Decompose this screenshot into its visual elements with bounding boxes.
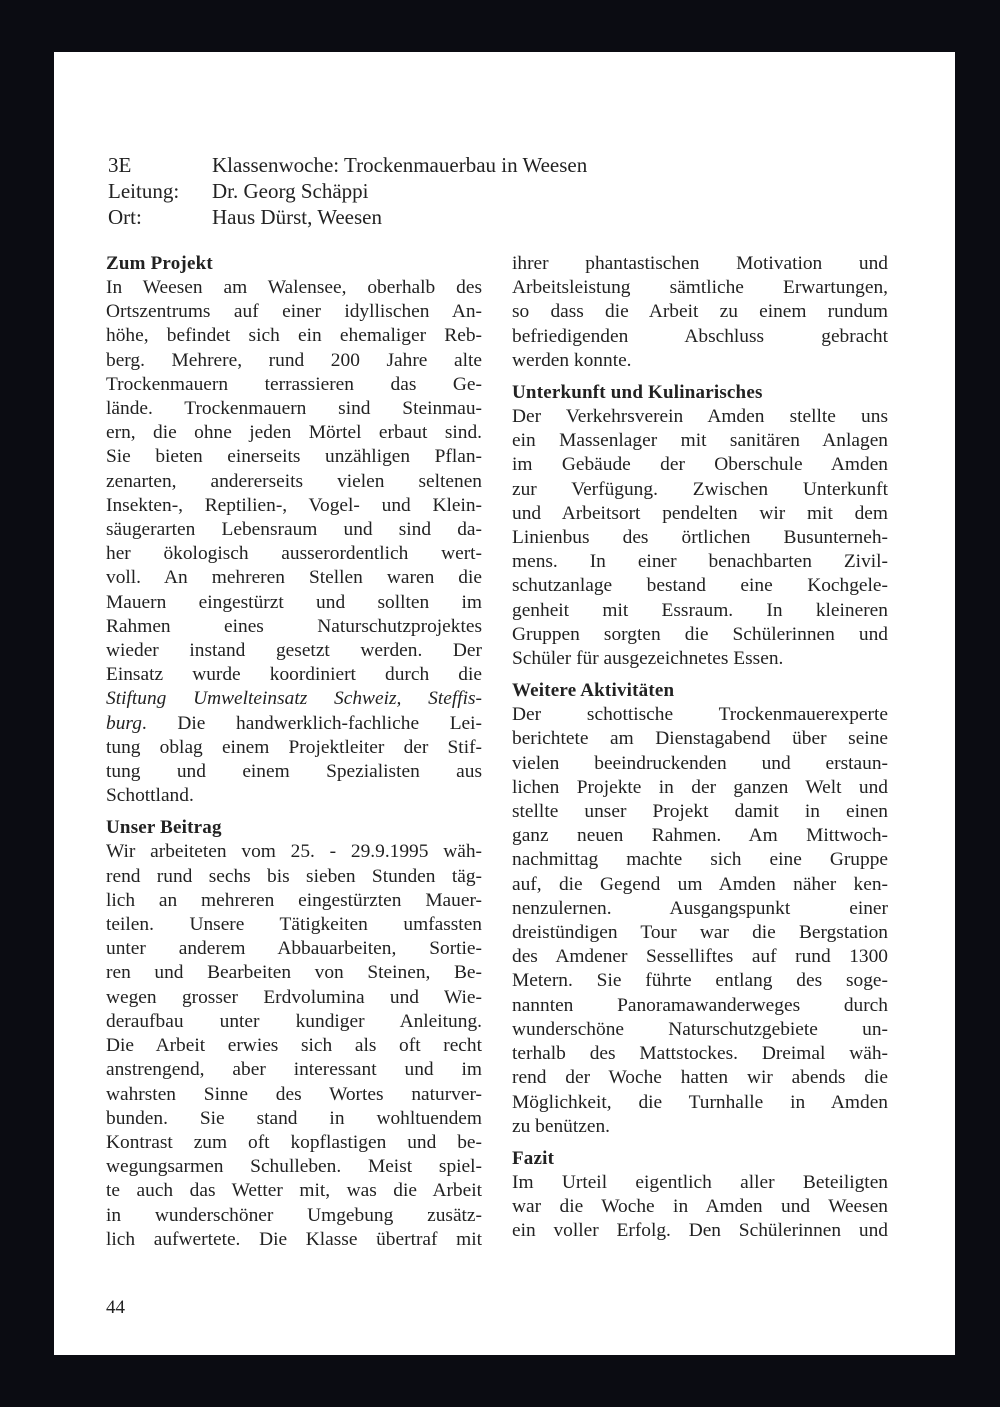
text-line: des Amdener Sesselliftes auf rund 1300: [512, 946, 888, 968]
text-line: dreistündigen Tour war die Bergstation: [512, 922, 888, 944]
text-line: Im Urteil eigentlich aller Beteiligten: [512, 1171, 888, 1193]
text-line: schutzanlage bestand eine Kochgele-: [512, 575, 888, 597]
text-line: bunden. Sie stand in wohltuendem: [106, 1107, 482, 1129]
text-line: Arbeitsleistung sämtliche Erwartungen,: [512, 277, 888, 299]
text-line-rest: . Die handwerklich-fachliche Lei-: [141, 712, 482, 734]
text-line: unter anderem Abbauarbeiten, Sortie-: [106, 938, 482, 960]
text-line: wegen grosser Erdvolumina und Wie-: [106, 986, 482, 1008]
text-line: voll. An mehreren Stellen waren die: [106, 567, 482, 589]
text-line: rend der Woche hatten wir abends die: [512, 1067, 888, 1089]
text-line: Mauern eingestürzt und sollten im: [106, 591, 482, 613]
text-line: lände. Trockenmauern sind Steinmau-: [106, 398, 482, 420]
text-line: Rahmen eines Naturschutzprojektes: [106, 615, 482, 637]
text-line: rend rund sechs bis sieben Stunden täg-: [106, 865, 482, 887]
text-line: war die Woche in Amden und Weesen: [512, 1196, 888, 1218]
text-line: Möglichkeit, die Turnhalle in Amden: [512, 1091, 888, 1113]
text-line: lich aufwertete. Die Klasse übertraf mit: [106, 1228, 482, 1250]
text-line: Schüler für ausgezeichnetes Essen.: [512, 648, 784, 670]
text-line: Einsatz wurde koordiniert durch die: [106, 664, 482, 686]
leader-label: Leitung:: [108, 179, 180, 203]
leader-name: Dr. Georg Schäppi: [212, 179, 369, 203]
text-line: werden konnte.: [512, 349, 632, 371]
text-line: vielen beeindruckenden und erstaun-: [512, 752, 888, 774]
text-line: so dass die Arbeit zu einem rundum: [512, 301, 888, 323]
text-line: Wir arbeiteten vom 25. - 29.9.1995 wäh-: [106, 841, 482, 863]
text-line: zu benützen.: [512, 1115, 610, 1137]
paragraph-continuation: [512, 252, 888, 373]
italic-foundation-city: burg: [106, 712, 142, 734]
text-line: zur Verfügung. Zwischen Unterkunft: [512, 478, 888, 500]
text-line: wieder instand gesetzt werden. Der: [106, 640, 482, 662]
text-line: Insekten-, Reptilien-, Vogel- und Klein-: [106, 494, 482, 516]
text-line: Kontrast zum oft kopflastigen und be-: [106, 1131, 482, 1153]
text-line: her ökologisch ausserordentlich wert-: [106, 543, 482, 565]
text-line: tung und einem Spezialisten aus: [106, 761, 482, 783]
text-line: Sie bieten einerseits unzähligen Pflan-: [106, 446, 482, 468]
text-line: zenarten, andererseits vielen seltenen: [106, 470, 482, 492]
text-line: ganz neuen Rahmen. Am Mittwoch-: [512, 825, 888, 847]
text-line: teilen. Unsere Tätigkeiten umfassten: [106, 914, 482, 936]
text-line: nenzulernen. Ausgangspunkt einer: [512, 897, 888, 919]
section-heading-unser-beitrag: Unser Beitrag: [106, 817, 222, 839]
location-label: Ort:: [108, 205, 142, 229]
course-code: 3E: [108, 153, 132, 177]
header-row-course: [108, 152, 587, 178]
text-line: deraufbau unter kundiger Anleitung.: [106, 1010, 482, 1032]
text-line: im Gebäude der Oberschule Amden: [512, 454, 888, 476]
text-line: in wunderschöner Umgebung zusätz-: [106, 1204, 482, 1226]
text-line: [106, 712, 482, 736]
text-line: nannten Panoramawanderweges durch: [512, 994, 888, 1016]
text-line: tung oblag einem Projektleiter der Stif-: [106, 736, 482, 758]
section-heading-fazit: Fazit: [512, 1147, 555, 1169]
paragraph-fazit: [512, 1171, 888, 1244]
text-line: nachmittag machte sich eine Gruppe: [512, 849, 888, 871]
text-line: Linienbus des örtlichen Busunterneh-: [512, 527, 888, 549]
text-line: berichtete am Dienstagabend über seine: [512, 728, 888, 750]
text-line: lichen Projekte in der ganzen Welt und: [512, 776, 888, 798]
header-row-leader: [108, 178, 587, 204]
text-line: auf, die Gegend um Amden näher ken-: [512, 873, 888, 895]
text-line: anstrengend, aber interessant und im: [106, 1059, 482, 1081]
section-heading-zum-projekt: Zum Projekt: [106, 253, 213, 274]
text-line: und Arbeitsort pendelten wir mit dem: [512, 502, 888, 524]
text-line: Ortszentrums auf einer idyllischen An-: [106, 301, 482, 323]
course-title: Klassenwoche: Trockenmauerbau in Weesen: [212, 153, 588, 177]
location-value: Haus Dürst, Weesen: [212, 205, 382, 229]
text-line: te auch das Wetter mit, was die Arbeit: [106, 1180, 482, 1202]
text-line: Die Arbeit erwies sich als oft recht: [106, 1035, 482, 1057]
text-line-italic-foundation: Stiftung Umwelteinsatz Schweiz, Steffis-: [106, 688, 482, 710]
text-line: Trockenmauern terrassieren das Ge-: [106, 373, 482, 395]
text-line: wegungsarmen Schulleben. Meist spiel-: [106, 1156, 482, 1178]
text-line: säugerarten Lebensraum und sind da-: [106, 519, 482, 541]
text-line: höhe, befindet sich ein ehemaliger Reb-: [106, 325, 482, 347]
paragraph-zum-projekt: [106, 276, 482, 808]
paragraph-weitere-aktivitaeten: [512, 703, 888, 1139]
text-line: befriedigenden Abschluss gebracht: [512, 325, 888, 347]
text-line: lich an mehreren eingestürzten Mauer-: [106, 889, 482, 911]
text-line: mens. In einer benachbarten Zivil-: [512, 551, 888, 573]
text-line: Schottland.: [106, 785, 194, 807]
text-line: wahrsten Sinne des Wortes naturver-: [106, 1083, 482, 1105]
text-line: Der schottische Trockenmauerexperte: [512, 704, 888, 726]
text-line: ein voller Erfolg. Den Schülerinnen und: [512, 1220, 888, 1242]
text-line: ren und Bearbeiten von Steinen, Be-: [106, 962, 482, 984]
text-line: Gruppen sorgten die Schülerinnen und: [512, 623, 888, 645]
text-line: ein Massenlager mit sanitären Anlagen: [512, 430, 888, 452]
text-line: Metern. Sie führte entlang des soge-: [512, 970, 888, 992]
text-line: berg. Mehrere, rund 200 Jahre alte: [106, 349, 482, 371]
text-line: Der Verkehrsverein Amden stellte uns: [512, 406, 888, 428]
text-line: stellte unser Projekt damit in einen: [512, 801, 888, 823]
text-line: terhalb des Mattstockes. Dreimal wäh-: [512, 1043, 888, 1065]
page-number: 44: [106, 1297, 125, 1318]
right-column: [512, 252, 888, 1244]
header-row-location: [108, 204, 587, 230]
section-heading-unterkunft: Unterkunft und Kulinarisches: [512, 382, 763, 404]
text-line: ihrer phantastischen Motivation und: [512, 253, 888, 274]
left-column: [106, 252, 482, 1252]
text-line: ern, die ohne jeden Mörtel erbaut sind.: [106, 422, 482, 444]
paragraph-unterkunft: [512, 405, 888, 671]
paragraph-unser-beitrag: [106, 840, 482, 1251]
text-line: In Weesen am Walensee, oberhalb des: [106, 277, 482, 298]
document-page: [54, 52, 955, 1355]
text-line: wunderschöne Naturschutzgebiete un-: [512, 1018, 888, 1040]
course-header: [108, 152, 587, 230]
text-line: genheit mit Essraum. In kleineren: [512, 599, 888, 621]
section-heading-weitere-aktivitaeten: Weitere Aktivitäten: [512, 680, 675, 702]
